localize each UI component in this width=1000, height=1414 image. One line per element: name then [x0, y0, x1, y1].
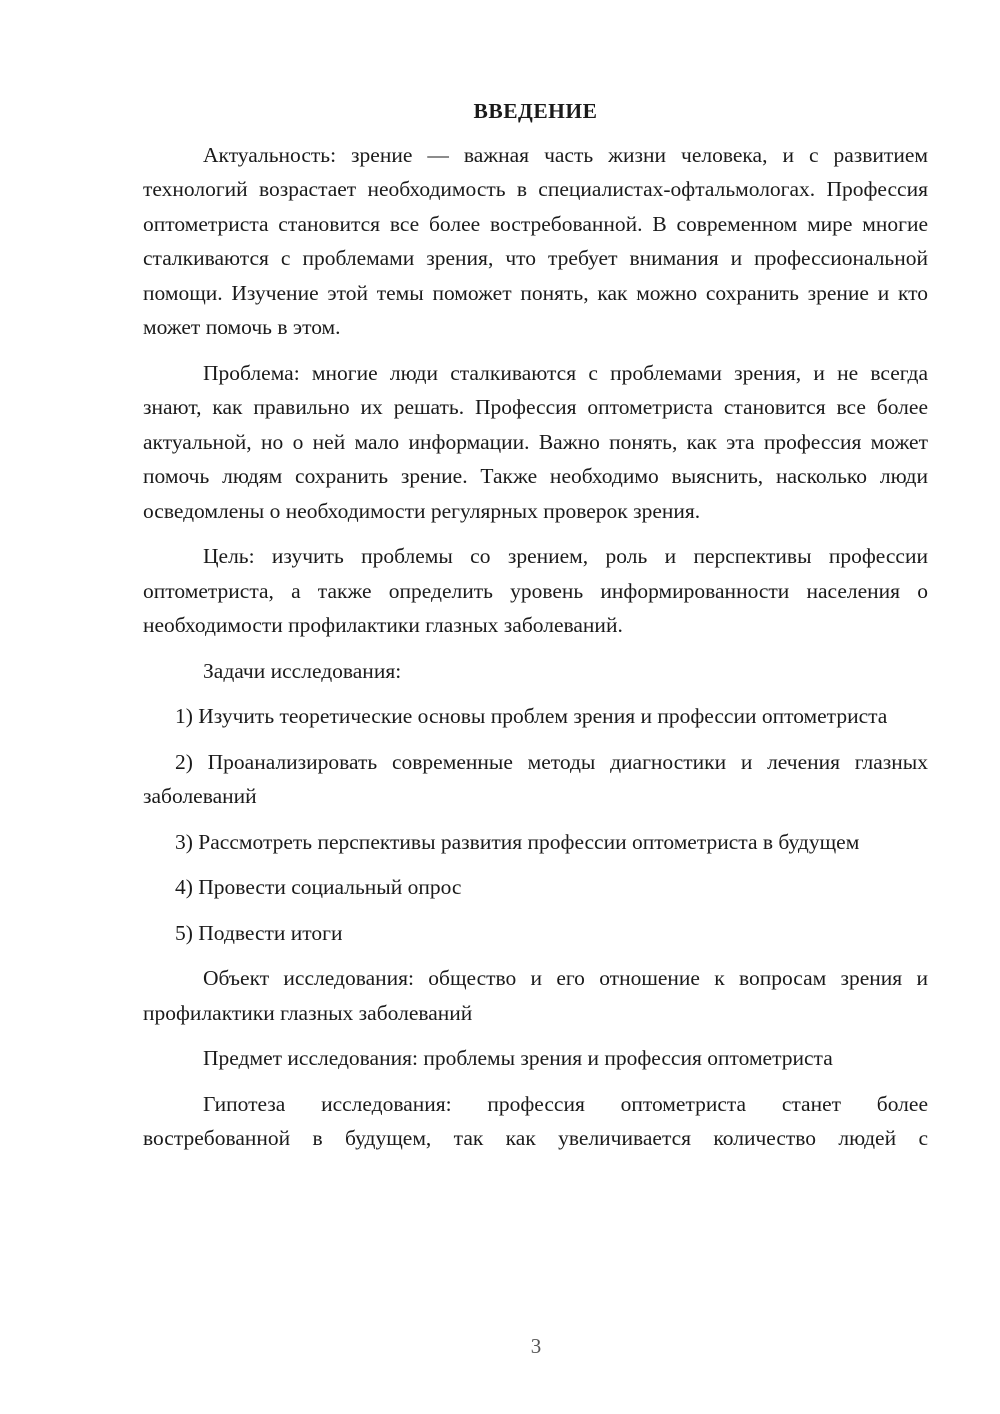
task-item-1: 1) Изучить теоретические основы проблем зрения и профессии оптометриста: [175, 704, 888, 728]
hypothesis-paragraph: Гипотеза исследования: профессия оптометриста станет более востребованной в будущем, так как увеличивается количество людей с: [143, 1091, 928, 1150]
task-item-4: 4) Провести социальный опрос: [175, 875, 462, 899]
object-paragraph: Объект исследования: общество и его отношение к вопросам зрения и профилактики глазных заболеваний: [143, 966, 928, 1025]
page-content: [143, 94, 928, 1167]
tasks-heading: Задачи исследования:: [203, 658, 402, 683]
task-item-5: 5) Подвести итоги: [175, 920, 343, 945]
subject-paragraph: Предмет исследования: проблемы зрения и профессия оптометриста: [203, 1046, 833, 1070]
page-number: 3: [530, 1334, 542, 1358]
task-item-2: 2) Проанализировать современные методы диагностики и лечения глазных заболеваний: [143, 749, 928, 808]
problem-paragraph: Проблема: многие люди сталкиваются с проблемами зрения, и не всегда знают, как правильно их решать. Профессия оптометриста становится все более актуальной, но о ней мало информации. Важно понять, как эта профессия может помочь людям сохранить зрение. Также необходимо выяснить, насколько люди осведомлены о необходимости регулярных проверок зрения.: [143, 360, 928, 523]
task-item-3: 3) Рассмотреть перспективы развития профессии оптометриста в будущем: [175, 829, 860, 854]
relevance-paragraph: Актуальность: зрение — важная часть жизни человека, и с развитием технологий возрастает необходимость в специалистах-офтальмологах. Профессия оптометриста становится все более востребованной. В современном мире многие сталкиваются с проблемами зрения, что требует внимания и профессиональной помощи. Изучение этой темы поможет понять, как можно сохранить зрение и кто может помочь в этом.: [143, 142, 928, 339]
section-title: ВВЕДЕНИЕ: [473, 99, 598, 123]
goal-paragraph: Цель: изучить проблемы со зрением, роль и перспективы профессии оптометриста, а также определить уровень информированности населения о необходимости профилактики глазных заболеваний.: [143, 544, 928, 637]
